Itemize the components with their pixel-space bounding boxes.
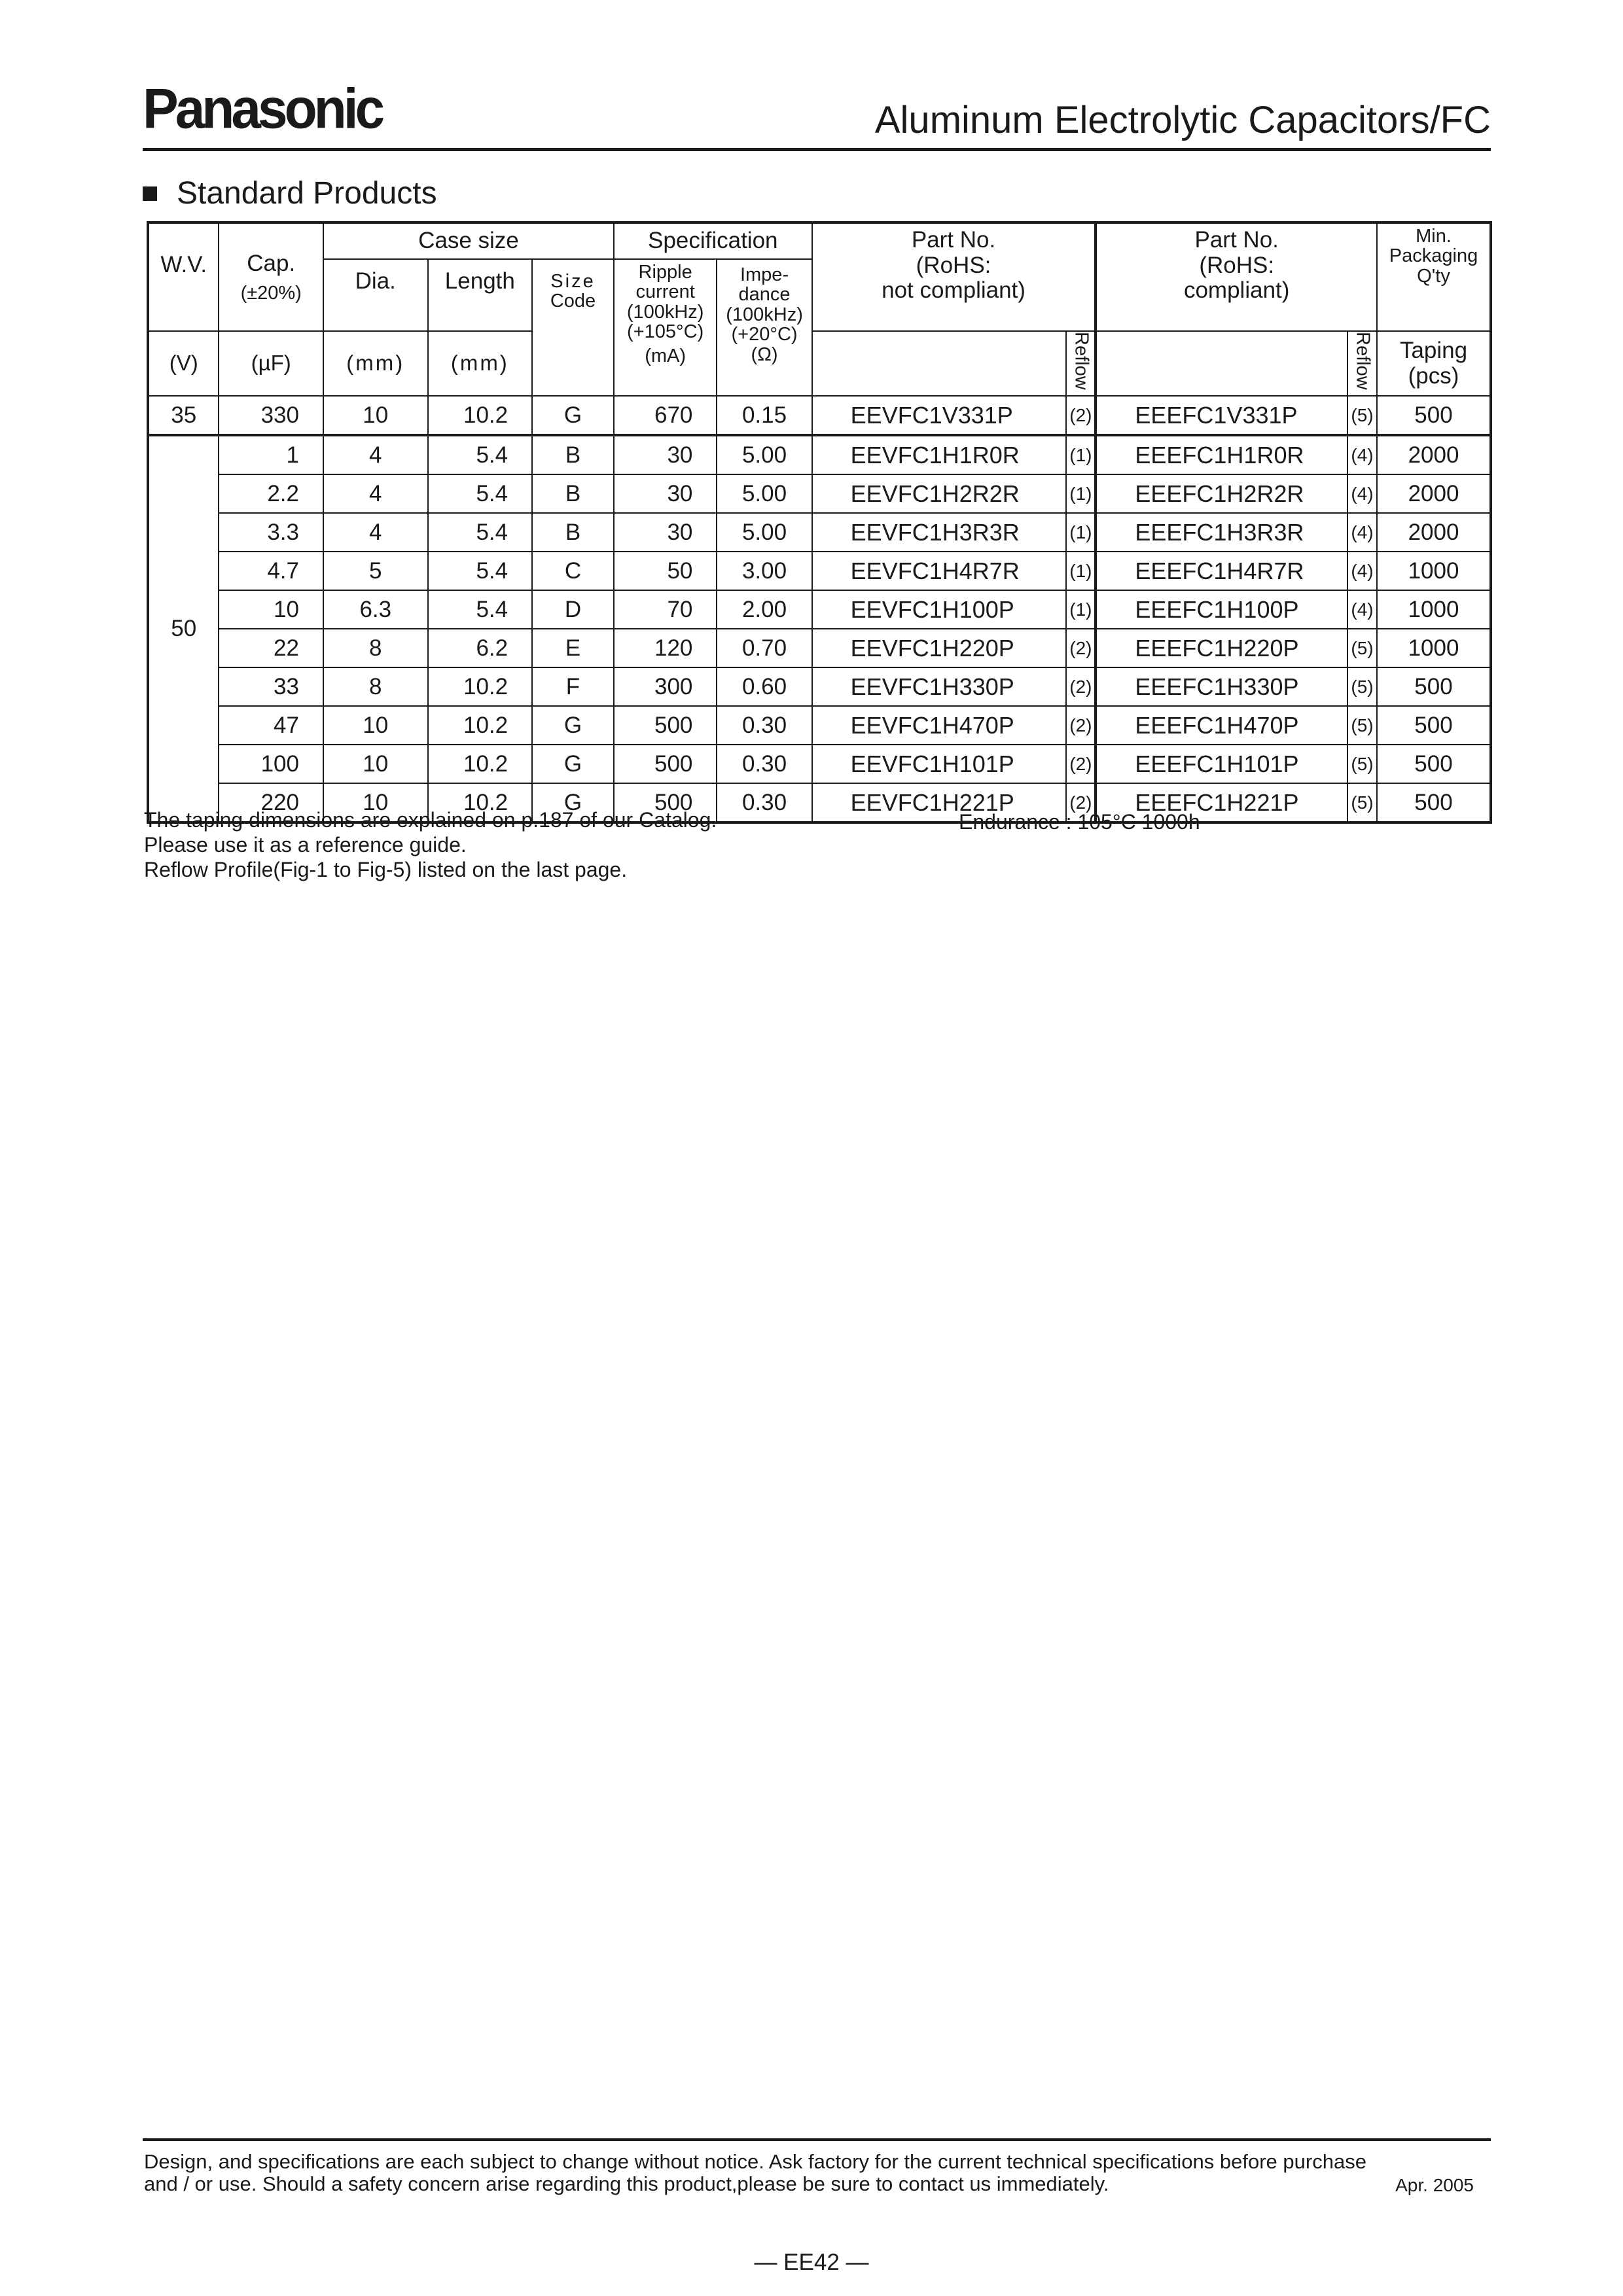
table-row <box>148 706 1491 745</box>
dia-cell: 10 <box>323 706 428 745</box>
part-no-nc-cell: EEVFC1H101P <box>812 745 1067 783</box>
wv-unit: (V) <box>169 351 198 376</box>
wv-label: W.V. <box>160 252 207 277</box>
cap-cell: 2.2 <box>219 474 323 513</box>
ripple-cell: 300 <box>614 667 717 706</box>
note-reflow: Reflow Profile(Fig-1 to Fig-5) listed on the last page. <box>144 858 628 881</box>
size-code-cell: B <box>532 435 614 474</box>
impedance-cell: 5.00 <box>717 474 812 513</box>
cap-label: Cap. <box>247 251 296 276</box>
ripple-cell: 500 <box>614 706 717 745</box>
part-no-nc-cell: EEVFC1H100P <box>812 590 1067 629</box>
size-code-line1: Size <box>550 271 596 292</box>
part-no-nc-cell: EEVFC1H4R7R <box>812 552 1067 590</box>
part-no-nc-cell: EEVFC1H2R2R <box>812 474 1067 513</box>
ripple-cell: 500 <box>614 745 717 783</box>
reflow-nc-cell: (2) <box>1066 783 1096 822</box>
min-line1: Min. <box>1416 226 1452 247</box>
ripple-line3: (100kHz) <box>626 301 704 323</box>
taping-qty-cell: 2000 <box>1377 474 1491 513</box>
part-no-nc-cell: EEVFC1H221P <box>812 783 1067 822</box>
reflow-nc-header <box>1066 331 1096 396</box>
ripple-header <box>614 259 717 396</box>
reflow-nc-cell: (2) <box>1066 745 1096 783</box>
cap-cell: 22 <box>219 629 323 667</box>
part-no-c-cell: EEEFC1H1R0R <box>1096 435 1347 474</box>
min-packaging-header <box>1377 222 1491 331</box>
size-code-cell: F <box>532 667 614 706</box>
length-unit: (mm) <box>450 351 509 376</box>
ripple-cell: 70 <box>614 590 717 629</box>
reflow-c-cell: (5) <box>1347 745 1377 783</box>
reflow-c-cell: (5) <box>1347 667 1377 706</box>
disclaimer <box>144 2151 1492 2195</box>
reflow-nc-cell: (1) <box>1066 590 1096 629</box>
dia-cell: 8 <box>323 667 428 706</box>
size-code-cell: B <box>532 474 614 513</box>
dia-cell: 4 <box>323 435 428 474</box>
wv-header <box>148 222 219 331</box>
length-cell: 5.4 <box>428 590 533 629</box>
cap-cell: 33 <box>219 667 323 706</box>
part-no-not-compliant-header <box>812 222 1096 331</box>
taping-qty-cell: 500 <box>1377 667 1491 706</box>
length-cell: 5.4 <box>428 552 533 590</box>
length-cell: 5.4 <box>428 435 533 474</box>
cap-tolerance: (±20%) <box>240 282 302 304</box>
reflow-c-cell: (4) <box>1347 474 1377 513</box>
case-size-header: Case size <box>323 222 614 259</box>
length-cell: 10.2 <box>428 667 533 706</box>
reflow-c-cell: (4) <box>1347 552 1377 590</box>
impedance-cell: 0.60 <box>717 667 812 706</box>
part-no-nc-cell: EEVFC1H330P <box>812 667 1067 706</box>
part-no-compliant-header <box>1096 222 1377 331</box>
cap-unit-header <box>219 331 323 396</box>
taping-unit: (pcs) <box>1408 362 1459 389</box>
impedance-cell: 0.15 <box>717 396 812 435</box>
part-no-nc-cell: EEVFC1H1R0R <box>812 435 1067 474</box>
brand-logo: Panasonic <box>143 78 382 141</box>
part-no-c-cell: EEEFC1H330P <box>1096 667 1347 706</box>
standard-products-table <box>147 221 1492 824</box>
cap-cell: 330 <box>219 396 323 435</box>
table-row <box>148 513 1491 552</box>
reflow-nc-cell: (2) <box>1066 629 1096 667</box>
cap-cell: 47 <box>219 706 323 745</box>
ripple-cell: 30 <box>614 513 717 552</box>
table-row <box>148 474 1491 513</box>
pn-c-line3: compliant) <box>1183 277 1290 303</box>
wv-cell: 50 <box>148 435 219 822</box>
standard-products-table-wrap <box>147 221 1492 824</box>
taping-qty-cell: 500 <box>1377 783 1491 822</box>
size-code-cell: G <box>532 706 614 745</box>
wv-unit-header <box>148 331 219 396</box>
pn-c-spacer <box>1096 331 1347 396</box>
header-rule <box>143 148 1491 151</box>
length-cell: 5.4 <box>428 513 533 552</box>
note-reference: Please use it as a reference guide. <box>144 833 467 857</box>
ripple-cell: 50 <box>614 552 717 590</box>
taping-qty-cell: 500 <box>1377 706 1491 745</box>
part-no-nc-cell: EEVFC1H3R3R <box>812 513 1067 552</box>
part-no-nc-cell: EEVFC1V331P <box>812 396 1067 435</box>
taping-qty-cell: 2000 <box>1377 435 1491 474</box>
ripple-cell: 500 <box>614 783 717 822</box>
length-label: Length <box>444 268 515 294</box>
size-code-cell: D <box>532 590 614 629</box>
square-bullet-icon <box>143 186 157 201</box>
impedance-cell: 3.00 <box>717 552 812 590</box>
ripple-unit: (mA) <box>645 345 687 366</box>
size-code-header <box>532 259 614 396</box>
size-code-cell: G <box>532 396 614 435</box>
imp-unit: (Ω) <box>751 344 778 365</box>
dia-cell: 4 <box>323 474 428 513</box>
taping-qty-cell: 1000 <box>1377 552 1491 590</box>
dia-unit: (mm) <box>346 351 405 376</box>
table-row <box>148 667 1491 706</box>
ripple-line4: (+105°C) <box>627 321 704 343</box>
part-no-c-cell: EEEFC1H100P <box>1096 590 1347 629</box>
size-code-cell: G <box>532 745 614 783</box>
part-no-c-cell: EEEFC1H220P <box>1096 629 1347 667</box>
reflow-nc-cell: (2) <box>1066 706 1096 745</box>
pn-c-line1: Part No. <box>1194 227 1279 253</box>
taping-qty-cell: 500 <box>1377 396 1491 435</box>
impedance-cell: 5.00 <box>717 513 812 552</box>
dia-label: Dia. <box>355 268 396 294</box>
ripple-cell: 670 <box>614 396 717 435</box>
impedance-header <box>717 259 812 396</box>
reflow-c-cell: (4) <box>1347 435 1377 474</box>
length-cell: 10.2 <box>428 706 533 745</box>
length-cell: 10.2 <box>428 745 533 783</box>
ripple-line1: Ripple <box>638 262 692 283</box>
part-no-c-cell: EEEFC1H3R3R <box>1096 513 1347 552</box>
reflow-c-cell: (5) <box>1347 783 1377 822</box>
ripple-cell: 30 <box>614 435 717 474</box>
length-cell: 10.2 <box>428 783 533 822</box>
table-row <box>148 396 1491 435</box>
taping-qty-cell: 2000 <box>1377 513 1491 552</box>
dia-header <box>323 259 428 331</box>
part-no-c-cell: EEEFC1H4R7R <box>1096 552 1347 590</box>
impedance-cell: 0.70 <box>717 629 812 667</box>
size-code-line2: Code <box>550 291 596 312</box>
revision-date: Apr. 2005 <box>1395 2175 1474 2195</box>
disclaimer-line1: Design, and specifications are each subject to change without notice. Ask factory for the current technical specifications before purchase <box>144 2150 1366 2173</box>
pn-nc-line1: Part No. <box>911 227 996 253</box>
length-cell: 5.4 <box>428 474 533 513</box>
impedance-cell: 0.30 <box>717 745 812 783</box>
taping-header <box>1377 331 1491 396</box>
part-no-c-cell: EEEFC1H470P <box>1096 706 1347 745</box>
part-no-c-cell: EEEFC1H221P <box>1096 783 1347 822</box>
reflow-nc-label: Reflow <box>1071 332 1092 390</box>
taping-qty-cell: 500 <box>1377 745 1491 783</box>
impedance-cell: 0.30 <box>717 706 812 745</box>
cap-cell: 1 <box>219 435 323 474</box>
reflow-c-cell: (4) <box>1347 513 1377 552</box>
reflow-nc-cell: (1) <box>1066 513 1096 552</box>
impedance-cell: 5.00 <box>717 435 812 474</box>
ripple-cell: 30 <box>614 474 717 513</box>
taping-qty-cell: 1000 <box>1377 629 1491 667</box>
taping-qty-cell: 1000 <box>1377 590 1491 629</box>
dia-unit-header <box>323 331 428 396</box>
table-row <box>148 629 1491 667</box>
table-row <box>148 745 1491 783</box>
dia-cell: 10 <box>323 783 428 822</box>
disclaimer-line2: and / or use. Should a safety concern arise regarding this product,please be sure to contact us immediately. <box>144 2172 1109 2195</box>
size-code-cell: B <box>532 513 614 552</box>
cap-unit: (µF) <box>251 351 291 376</box>
length-cell: 6.2 <box>428 629 533 667</box>
reflow-nc-cell: (1) <box>1066 474 1096 513</box>
dia-cell: 10 <box>323 396 428 435</box>
ripple-cell: 120 <box>614 629 717 667</box>
specification-header: Specification <box>614 222 812 259</box>
document-title: Aluminum Electrolytic Capacitors/FC <box>874 99 1491 141</box>
imp-line3: (100kHz) <box>726 304 803 325</box>
wv-cell: 35 <box>148 396 219 435</box>
cap-header <box>219 222 323 331</box>
reflow-nc-cell: (1) <box>1066 552 1096 590</box>
part-no-c-cell: EEEFC1V331P <box>1096 396 1347 435</box>
part-no-nc-cell: EEVFC1H220P <box>812 629 1067 667</box>
pn-c-line2: (RoHS: <box>1199 252 1275 278</box>
reflow-nc-cell: (2) <box>1066 396 1096 435</box>
part-no-nc-cell: EEVFC1H470P <box>812 706 1067 745</box>
reflow-c-cell: (5) <box>1347 629 1377 667</box>
cap-cell: 4.7 <box>219 552 323 590</box>
table-notes <box>144 807 717 882</box>
size-code-cell: C <box>532 552 614 590</box>
part-no-c-cell: EEEFC1H101P <box>1096 745 1347 783</box>
table-row <box>148 590 1491 629</box>
length-unit-header <box>428 331 533 396</box>
min-line3: Q'ty <box>1417 265 1450 287</box>
dia-cell: 8 <box>323 629 428 667</box>
cap-cell: 100 <box>219 745 323 783</box>
reflow-c-header <box>1347 331 1377 396</box>
length-header <box>428 259 533 331</box>
cap-cell: 10 <box>219 590 323 629</box>
imp-line2: dance <box>738 284 791 306</box>
impedance-cell: 0.30 <box>717 783 812 822</box>
reflow-c-cell: (5) <box>1347 396 1377 435</box>
size-code-cell: G <box>532 783 614 822</box>
pn-nc-spacer <box>812 331 1067 396</box>
pn-nc-line2: (RoHS: <box>916 252 991 278</box>
dia-cell: 6.3 <box>323 590 428 629</box>
part-no-c-cell: EEEFC1H2R2R <box>1096 474 1347 513</box>
pn-nc-line3: not compliant) <box>882 277 1026 303</box>
imp-line1: Impe- <box>740 264 789 285</box>
table-row <box>148 435 1491 474</box>
cap-cell: 3.3 <box>219 513 323 552</box>
reflow-c-label: Reflow <box>1352 332 1374 390</box>
section-title-text: Standard Products <box>177 176 437 211</box>
reflow-c-cell: (5) <box>1347 706 1377 745</box>
page-number: — EE42 — <box>754 2250 869 2275</box>
table-body <box>148 396 1491 822</box>
imp-line4: (+20°C) <box>731 324 798 345</box>
ripple-line2: current <box>635 281 695 303</box>
reflow-nc-cell: (2) <box>1066 667 1096 706</box>
endurance-note: Endurance : 105°C 1000h <box>959 810 1200 834</box>
dia-cell: 4 <box>323 513 428 552</box>
reflow-nc-cell: (1) <box>1066 435 1096 474</box>
dia-cell: 10 <box>323 745 428 783</box>
taping-label: Taping <box>1399 338 1468 364</box>
section-title <box>143 175 437 211</box>
note-taping: The taping dimensions are explained on p.187 of our Catalog. <box>144 808 717 832</box>
impedance-cell: 2.00 <box>717 590 812 629</box>
table-row <box>148 552 1491 590</box>
size-code-cell: E <box>532 629 614 667</box>
min-line2: Packaging <box>1389 245 1478 267</box>
reflow-c-cell: (4) <box>1347 590 1377 629</box>
footer-rule <box>143 2138 1491 2141</box>
dia-cell: 5 <box>323 552 428 590</box>
cap-cell: 220 <box>219 783 323 822</box>
length-cell: 10.2 <box>428 396 533 435</box>
